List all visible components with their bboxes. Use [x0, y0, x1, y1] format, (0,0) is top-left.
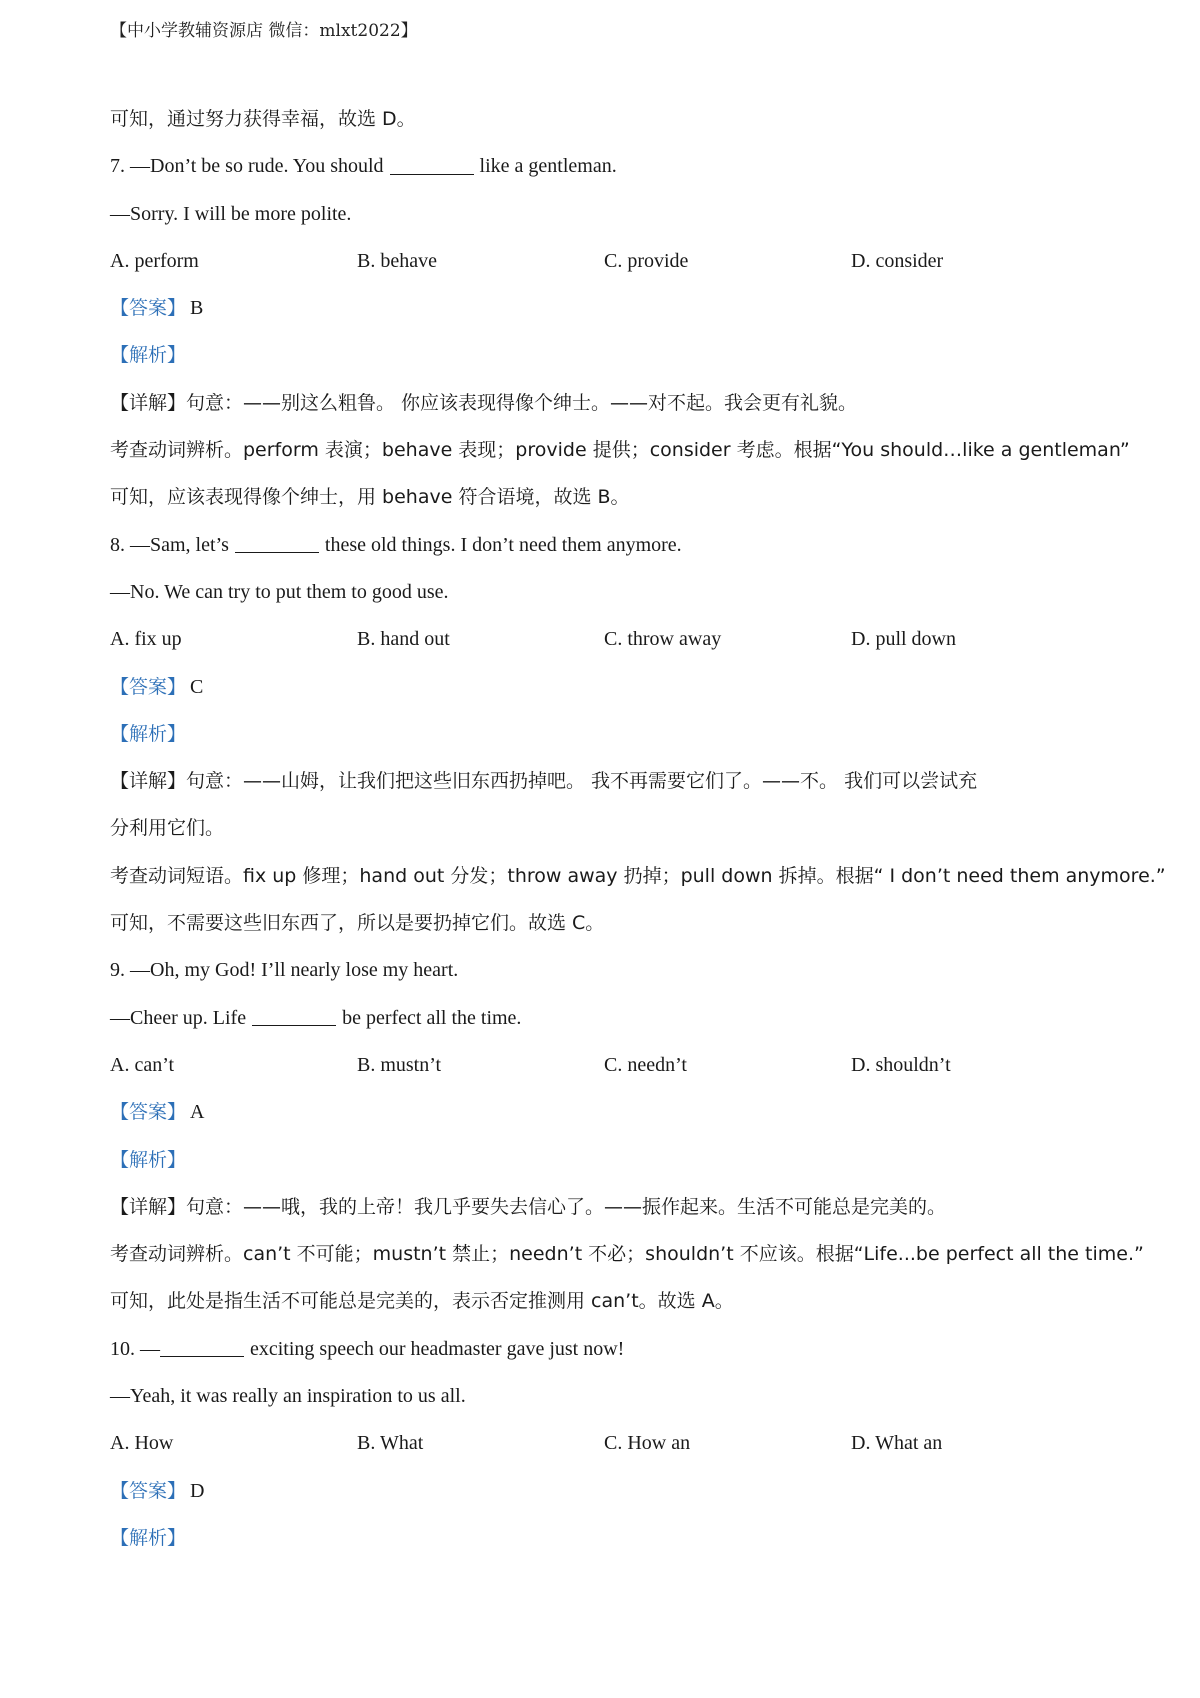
detail-line: 可知，不需要这些旧东西了，所以是要扔掉它们。故选 C。 — [110, 912, 605, 935]
detail-tag: 【详解】 — [110, 391, 187, 414]
question-text: these old things. I don’t need them anymore. — [324, 533, 682, 556]
detail-line: 考查动词短语。fix up 修理；hand out 分发；throw away 扔掉；pull down 拆掉。根据“ I don’t need them anymore.” — [110, 864, 1166, 887]
option: D. pull down — [851, 628, 956, 651]
question-8-options — [110, 616, 1100, 663]
option: A. How — [110, 1432, 174, 1455]
option: C. needn’t — [604, 1053, 687, 1076]
option: C. throw away — [604, 628, 722, 651]
detail-line: 可知，此处是指生活不可能总是完美的，表示否定推测用 can’t。故选 A。 — [110, 1290, 734, 1313]
question-text: 8. —Sam, let’s — [110, 533, 229, 556]
option: B. hand out — [357, 628, 450, 651]
question-10-analysis — [110, 1515, 1100, 1562]
option: D. consider — [851, 249, 944, 272]
answer-value: D — [190, 1479, 205, 1502]
answer-tag: 【答案】 — [110, 675, 187, 698]
question-7-reply: —Sorry. I will be more polite. — [110, 202, 352, 225]
question-text: like a gentleman. — [479, 155, 617, 178]
question-10 — [110, 1326, 1100, 1373]
answer-value: C — [190, 675, 204, 698]
answer-blank — [390, 173, 474, 175]
question-10-answer — [110, 1468, 1100, 1515]
question-9-answer — [110, 1089, 1100, 1136]
question-9-options — [110, 1042, 1100, 1089]
question-9: 9. —Oh, my God! I’ll nearly lose my heart. — [110, 959, 459, 982]
answer-blank — [160, 1355, 244, 1357]
question-text: exciting speech our headmaster gave just now! — [250, 1337, 625, 1360]
detail-tag: 【详解】 — [110, 1195, 187, 1218]
question-9-reply — [110, 995, 1100, 1042]
option: C. How an — [604, 1432, 691, 1455]
question-7 — [110, 143, 1100, 190]
option: B. What — [357, 1432, 424, 1455]
detail-line: 可知，应该表现得像个绅士，用 behave 符合语境，故选 B。 — [110, 486, 630, 509]
intro-line: 可知，通过努力获得幸福，故选 D。 — [110, 108, 416, 130]
option: C. provide — [604, 249, 689, 272]
question-8-detail — [110, 758, 1100, 805]
reply-text: —Cheer up. Life — [110, 1006, 247, 1029]
detail-text: 句意：——山姆，让我们把这些旧东西扔掉吧。 我不再需要它们了。——不。 我们可以尝试充 — [186, 770, 978, 793]
option: B. mustn’t — [357, 1053, 442, 1076]
question-10-reply: —Yeah, it was really an inspiration to us all. — [110, 1385, 466, 1408]
question-8-analysis — [110, 711, 1100, 758]
detail-line: 分利用它们。 — [110, 817, 225, 840]
document-body — [110, 96, 1166, 1562]
question-7-options — [110, 238, 1100, 285]
analysis-tag: 【解析】 — [110, 1526, 187, 1549]
option: D. shouldn’t — [851, 1053, 951, 1076]
answer-value: B — [190, 297, 204, 320]
question-9-analysis — [110, 1137, 1100, 1184]
page-header: 【中小学教辅资源店 微信：mlxt2022】 — [110, 21, 418, 41]
answer-blank — [235, 551, 319, 553]
detail-text: 句意：——别这么粗鲁。 你应该表现得像个绅士。——对不起。我会更有礼貌。 — [186, 391, 858, 414]
option: B. behave — [357, 249, 437, 272]
question-7-answer — [110, 285, 1100, 332]
answer-value: A — [190, 1101, 205, 1124]
option: A. can’t — [110, 1053, 175, 1076]
analysis-tag: 【解析】 — [110, 1148, 187, 1171]
answer-blank — [252, 1024, 336, 1026]
question-text: 7. —Don’t be so rude. You should — [110, 155, 384, 178]
detail-tag: 【详解】 — [110, 770, 187, 793]
question-7-analysis — [110, 332, 1100, 379]
question-10-options — [110, 1420, 1100, 1467]
reply-text: be perfect all the time. — [342, 1006, 522, 1029]
question-8 — [110, 522, 1100, 569]
question-9-detail — [110, 1184, 1100, 1231]
answer-tag: 【答案】 — [110, 297, 187, 320]
option: A. perform — [110, 249, 199, 272]
detail-line: 考查动词辨析。perform 表演；behave 表现；provide 提供；consider 考虑。根据“You should…like a gentleman” — [110, 439, 1130, 462]
option: D. What an — [851, 1432, 943, 1455]
question-8-reply: —No. We can try to put them to good use. — [110, 580, 449, 603]
question-text: 10. — — [110, 1337, 160, 1360]
analysis-tag: 【解析】 — [110, 722, 187, 745]
analysis-tag: 【解析】 — [110, 344, 187, 367]
answer-tag: 【答案】 — [110, 1101, 187, 1124]
detail-line: 考查动词辨析。can’t 不可能；mustn’t 禁止；needn’t 不必；shouldn’t 不应该。根据“Life...be perfect all the time.” — [110, 1243, 1144, 1266]
detail-text: 句意：——哦，我的上帝！我几乎要失去信心了。——振作起来。生活不可能总是完美的。 — [186, 1195, 947, 1218]
question-7-detail — [110, 380, 1100, 427]
option: A. fix up — [110, 628, 182, 651]
question-8-answer — [110, 664, 1100, 711]
answer-tag: 【答案】 — [110, 1479, 187, 1502]
